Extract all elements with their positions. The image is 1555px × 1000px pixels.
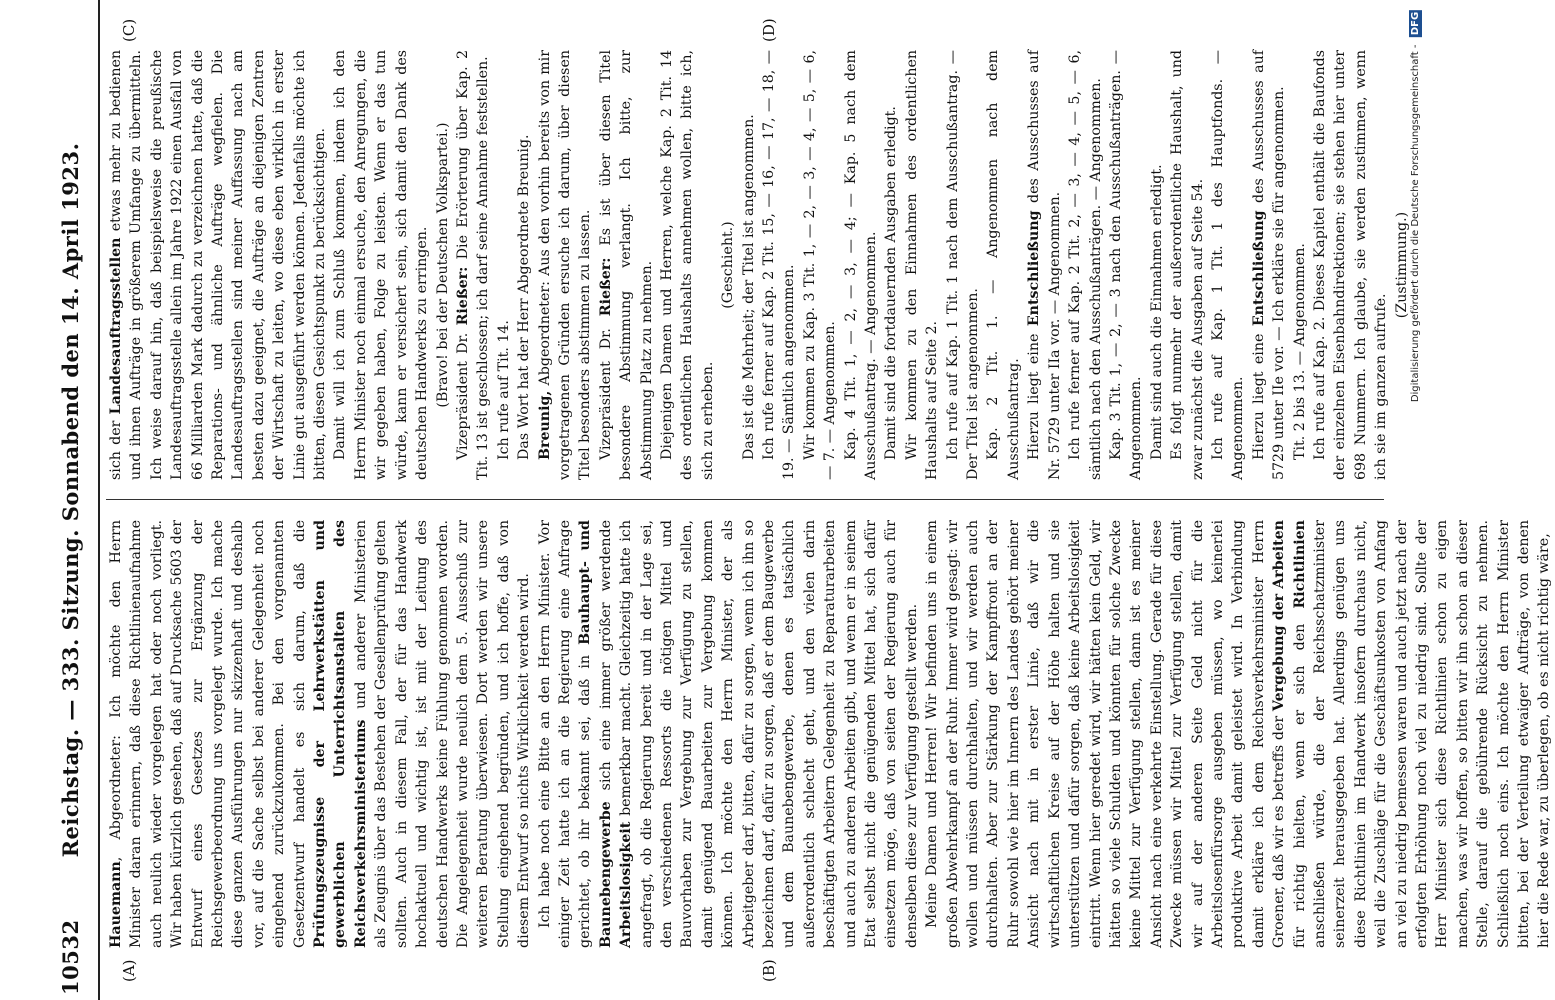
chair-paragraph: Kap. 2 Tit. 1. — Angenommen nach dem Ausschußantrag. [985,50,1022,480]
emphasis-text: Entschließung [1026,210,1043,327]
paragraph-text: sich der [108,420,124,480]
chair-paragraph: Ich rufe ferner auf Kap. 2 Tit. 2, — 3, — 4, — 5, — 6, sämtlich nach den Ausschußanträgen. — Angenommen. [1067,50,1104,480]
procedure-note: (Geschieht.) [720,221,737,309]
paragraph-text: für richtig hielten, wenn er sich den [1291,623,1308,948]
chair-paragraph: Tit. 2 bis 13. — Angenommen. [1291,243,1308,460]
speech-paragraph [535,50,596,480]
emphasis-text: Arbeitslosigkeit [618,821,635,948]
emphasis-text: Bauhaupt- und Baunebengewerbe [577,520,614,948]
chair-paragraph: Ich rufe auf Tit. 14. [495,320,512,460]
left-column [106,520,1553,948]
paragraph-text: Ich habe noch eine Bitte an den Herrn Minister. Vor einiger Zeit hatte ich an die Regierung eine Anfrage gerichtet, ob ihr bekannt sei, daß in [536,520,594,948]
emphasis-text: Entschließung [1250,210,1267,327]
paragraph-text: Meine Damen und Herren! Wir befinden uns in einem großen Abwehrkampf an der Ruhr. Immer wird gesagt: wir wollen und müssen durchhalten, und wir werden auch durchhalten. Aber zur Stärkung der Kampffront an der Ruhr sowohl wie hier im Innern des Landes gehört meiner Ansicht nach mit in erster Linie, daß wir die wirtschaftlichen Kreise auf der Höhe halten und sie unterstützen und dafür sorgen, daß keine Arbeitslosigkeit eintritt. Wenn hier geredet wird, wir hätten kein Geld, wir hätten so viele Schulden und könnten für solche Zwecke keine Mittel zur Verfügung stellen, dann ist es meiner Ansicht nach eine verkehrte Einstellung. Gerade für diese Zwecke müssen wir Mittel zur Verfügung stellen, damit wir auf der anderen Seite Geld nicht für die Arbeitslosenfürsorge ausgeben müssen, wo keinerlei produktive Arbeit damit geleistet wird. In Verbindung damit erkläre ich dem Reichsverkehrsminister Herrn Groener, daß wir es betreffs der [924,520,1288,948]
chair-paragraph [1024,50,1065,480]
paragraph-text: Es ist über diesen Titel besondere Abstimmung verlangt. Ich bitte, zur Abstimmung Platz zu nehmen. [597,49,655,480]
paragraph-text: sich eine immer größer werdende [597,520,614,791]
margin-marker-d: (D) [760,18,778,42]
chair-title: Vizepräsident Dr. [454,332,471,460]
chair-paragraph: Ich rufe auf Kap. 1 Tit. 1 des Hauptfonds. — Angenommen. [1209,50,1247,480]
column-divider [106,499,1384,500]
paragraph-text: bemerkbar macht. Gleichzeitig hatte ich angefragt, ob die Regierung bereit und in der Lage sei, den verschiedenen Ressorts die nötigen Mittel und Bauvorhaben zur Vergebung zur Verfügung zu stellen, damit genügend Bauarbeiten zur Vergebung kommen können. Ich möchte den Herrn Minister, der als Arbeitgeber darf, bitten, dafür zu sorgen, wenn ich ihn so bezeichnen darf, dafür zu sorgen, daß er dem Baugewerbe und dem Baunebengewerbe, denen es tatsächlich außerordentlich schlecht geht, und den vielen darin beschäftigten Arbeitern Gelegenheit zu Reparaturarbeiten und auch zu anderen Arbeiten gibt, und wenn er in seinem Etat selbst nicht die genügenden Mittel hat, sich dafür einsetzen möge, daß von seiten der Regierung auch für denselben diese zur Verfügung gestellt werden. [618,520,920,948]
right-column [106,49,1410,480]
chair-name: Rießer: [454,266,471,326]
assent-note: (Zustimmung.) [1393,211,1410,319]
emphasis-text: Vergebung der Arbeiten [1271,520,1288,712]
chair-paragraph: Diejenigen Damen und Herren, welche Kap. 2 Tit. 14 des ordentlichen Haushalts annehmen wollen, bitte ich, sich zu erheben. [658,50,716,480]
chair-paragraph [596,50,657,480]
paragraph-text: anschließen würde, die der Reichsschatzminister seinerzeit herausgegeben hat. Allerdings genügen uns diese Richtlinien im Handwerk insofern durchaus nicht, weil die Zuschläge für die Geschäftsunkosten von Anfang an viel zu niedrig bemessen waren und auch jetzt nach der erfolgten Erhöhung noch viel zu niedrig sind. Sollte der Herr Minister sich diese Richtlinien schon zu eigen machen, was wir hoffen, so bitten wir ihn schon an dieser Stelle, darauf die gebührende Rücksicht zu nehmen. Schließlich noch eins. Ich möchte den Herrn Minister bitten, bei der Verteilung etwaiger Aufträge, von denen hier die Rede war, zu überlegen, ob es nicht richtig wäre, [1311,520,1553,948]
margin-marker-b: (B) [760,959,778,982]
page-title: Reichstag. — 333. Sitzung. Sonnabend den 14. April 1923. [58,142,83,858]
paragraph-text: des Ausschusses auf Nr. 5729 unter IIa vor. — Angenommen. [1026,50,1063,480]
chair-paragraph: Wir kommen zu Kap. 3 Tit. 1, — 2, — 3, — 4, — 5, — 6, — 7. — Angenommen. [801,50,839,480]
paragraph-text: Hierzu liegt eine [1250,333,1267,460]
emphasis-text: Richtlinien [1291,520,1308,609]
speech-paragraph: Damit will ich zum Schluß kommen, indem ich den Herrn Minister noch einmal ersuche, den Anregungen, die wir gegeben haben, Folge zu leisten. Wenn er das tun würde, kann er versichert sein, sich damit den Dank des deutschen Handwerks zu erringen. [332,50,431,480]
chair-paragraph: Kap. 4 Tit. 1, — 2, — 3, — 4; — Kap. 5 nach dem Ausschußantrag. — Angenommen. [842,50,880,480]
paragraph-text: Die Erörterung über Kap. 2 Tit. 13 ist geschlossen; ich darf seine Annahme feststellen. [454,49,492,480]
margin-marker-a: (A) [120,959,138,982]
speech-paragraph [106,520,535,948]
speaker-role: Abgeordneter: [536,281,553,386]
speech-paragraph [106,50,330,480]
paragraph-text: Aus den vorhin bereits von mir vorgetragenen Gründen ersuche ich darum, über diesen Titel besonders abstimmen zu lassen. [536,49,594,480]
speaker-name: Hauemann [108,861,124,948]
paragraph-text: des Ausschusses auf 5729 unter IIe vor. — Ich erkläre sie für angenommen. [1250,50,1288,480]
chair-paragraph: Ich rufe auf Kap. 1 Tit. 1 nach dem Ausschußantrag. — Der Titel ist angenommen. [944,50,982,480]
speaker-name: Breunig, [536,390,553,460]
emphasis-text: Landesauftragsstellen [108,237,124,415]
paragraph-text: Hierzu liegt eine [1026,333,1043,460]
paragraph-text: und anderer Ministerien als Zeugnis über das Bestehen der Gesellenprüfung gelten sollten. Auch in diesem Fall, der für das Handwerk hochaktuell und wichtig ist, ist mit der Leitung des deutschen Handwerks keine Fühlung genommen worden. Die Angelegenheit wurde neulich dem 5. Ausschuß zur weiteren Beratung überwiesen. Dort werden wir unsere Stellung eingehend begründen, und ich hoffe, daß von diesem Entwurf so nichts Wirklichkeit werden wird. [352,520,533,948]
chair-title: Vizepräsident Dr. [597,328,614,460]
chair-paragraph: Wir kommen zu den Einnahmen des ordentlichen Haushalts auf Seite 2. [903,50,941,480]
speech-paragraph [922,520,1555,948]
chair-paragraph: Es folgt nunmehr der außerordentliche Haushalt, und zwar zunächst die Ausgaben auf Seite 54. [1169,50,1206,480]
paragraph-text: etwas mehr zu bedienen und ihnen Aufträge in größerem Umfange zu übermitteln. Ich weise darauf hin, daß beispielsweise die preußische Landesauftragsstelle allein im Jahre 1922 einen Ausfall von 66 Milliarden Mark dadurch zu verzeichnen hatte, daß die Reparations- und ähnliche Aufträge wegfielen. Die Landesauftragsstellen sind meiner Auffassung nach am besten dazu geeignet, die Aufträge an diejenigen Zentren der Wirtschaft zu leiten, wo diese eben wirklich in erster Linie gut ausgeführt werden können. Jedenfalls möchte ich bitten, diesen Gesichtspunkt zu berücksichtigen. [108,49,329,480]
chair-paragraph: Ich rufe auf Kap. 2. Dieses Kapitel enthält die Baufonds der einzelnen Eisenbahndirektionen; sie stehen hier unter 698 Nummern. Ich glaube, sie werden zustimmen, wenn ich sie im ganzen aufrufe. [1311,50,1390,480]
chair-paragraph: Das Wort hat der Herr Abgeordnete Breunig. [516,134,533,460]
speaker-role: , Abgeordneter: [108,735,124,862]
chair-paragraph: Das ist die Mehrheit; der Titel ist angenommen. [740,114,757,460]
page-header [48,0,100,1000]
paragraph-text: Ich möchte den Herrn Minister daran erinnern, daß diese Richtlinienaufnahme auch neulich wieder vorgelegen hat oder noch vorliegt. Wir haben kürzlich gesehen, daß auf Drucksache 5603 der Entwurf eines Gesetzes zur Ergänzung der Reichsgewerbeordnung uns vorgelegt wurde. Ich mache diese ganzen Ausführungen nur skizzenhaft und deshalb vor, auf die Sache selbst bei anderer Gelegenheit noch eingehend zurückzukommen. Bei den vorgenannten Gesetzentwurf handelt es sich darum, daß die [108,520,308,948]
header-rule [98,0,100,1000]
speech-paragraph [535,520,923,948]
applause-note: (Bravo! bei der Deutschen Volkspartei.) [434,122,451,408]
chair-name: Rießer: [597,257,614,317]
chair-paragraph: Kap. 3 Tit. 1, — 2, — 3 nach den Ausschußanträgen. — Angenommen. [1107,50,1145,480]
digitization-note [1409,10,1422,402]
chair-paragraph: Damit sind auch die Einnahmen erledigt. [1148,164,1165,460]
dfg-logo: DFG [1410,12,1421,36]
margin-marker-c: (C) [120,18,138,42]
emphasis-text: Prüfungszeugnisse der Lehrwerkstätten und gewerblichen Unterrichtsanstalten des Reichsverkehrsministeriums [312,520,369,948]
page-number: 10532 [58,919,83,995]
chair-paragraph: Ich rufe ferner auf Kap. 2 Tit. 15, — 16, — 17, — 18, — 19. — Sämtlich angenommen. [761,50,798,480]
chair-paragraph [1249,50,1290,480]
digitization-text: Digitalisierung gefördert durch die Deutsche Forschungsgemeinschaft - [1410,44,1421,403]
chair-paragraph [453,50,494,480]
chair-paragraph: Damit sind die fortdauernden Ausgaben erledigt. [883,106,900,460]
